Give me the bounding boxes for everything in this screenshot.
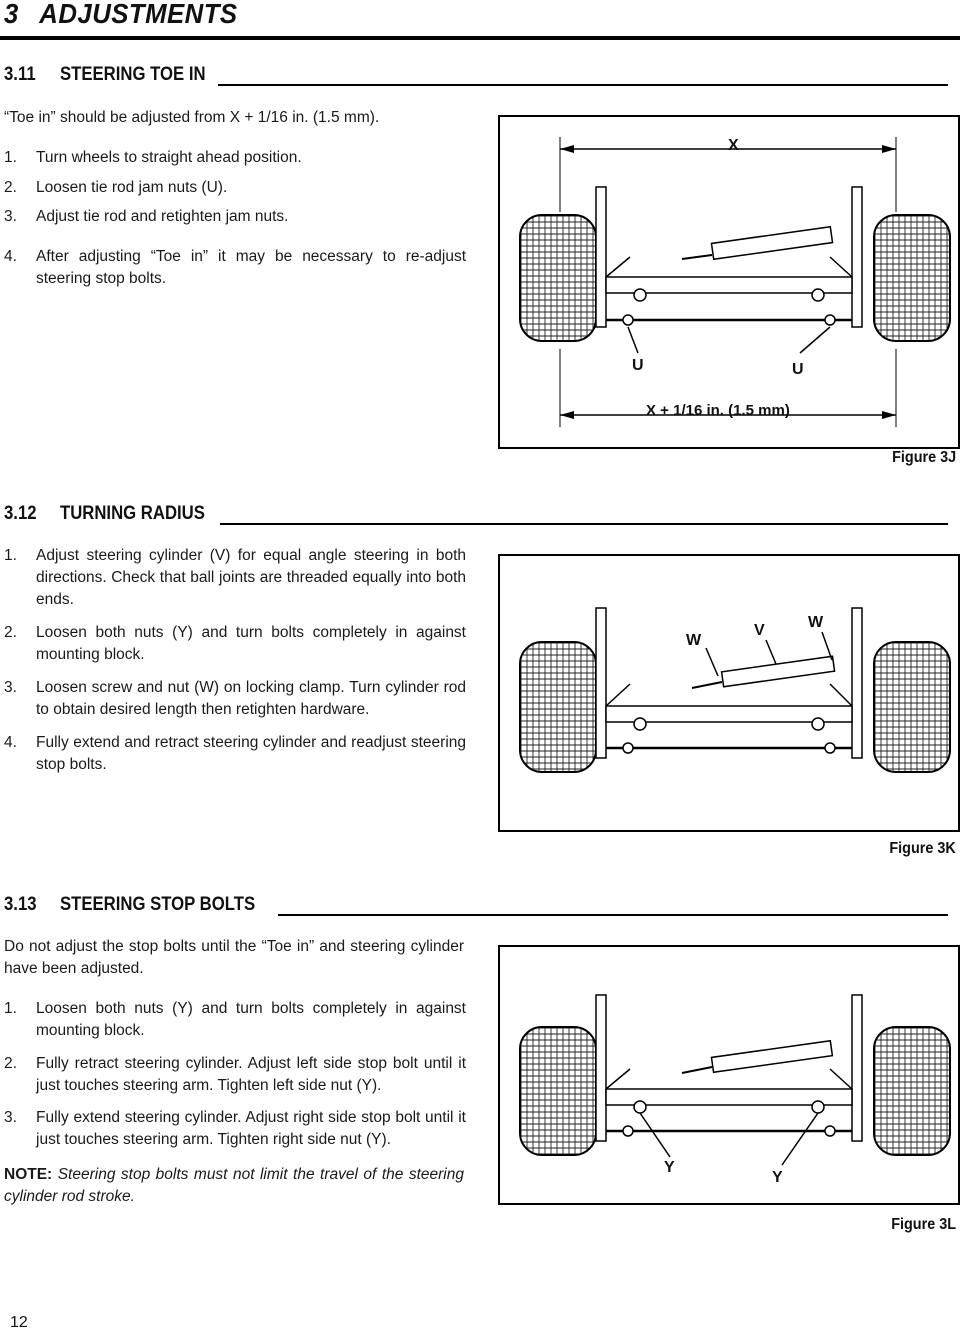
section-title: STEERING TOE IN [60, 64, 206, 85]
axle-diagram-stop-bolts [500, 947, 958, 1203]
note-text: Steering stop bolts must not limit the travel of the steering cylinder rod stroke. [4, 1166, 464, 1205]
step-text: Loosen tie rod jam nuts (U). [36, 179, 228, 196]
chapter-title [4, 0, 238, 30]
section-number: 3.12 [4, 503, 37, 524]
step-text: Turn wheels to straight ahead position. [36, 149, 302, 166]
label-w-right: W [808, 614, 824, 631]
section-rule [218, 84, 948, 86]
chapter-name: ADJUSTMENTS [39, 0, 238, 29]
section-title: STEERING STOP BOLTS [60, 894, 256, 915]
s313-note [4, 1164, 464, 1208]
step-number: 1. [4, 547, 17, 564]
step-number: 2. [4, 179, 17, 196]
figure-3j [498, 115, 960, 449]
section-number: 3.13 [4, 894, 37, 915]
step-text: After adjusting “Toe in” it may be necessary to re-adjust steering stop bolts. [36, 248, 466, 287]
step-number: 3. [4, 679, 17, 696]
chapter-rule [0, 36, 960, 40]
page-number: 12 [10, 1314, 28, 1331]
label-u-left: U [632, 357, 644, 374]
label-v: V [754, 622, 765, 639]
section-number: 3.11 [4, 64, 36, 85]
figure-3l [498, 945, 960, 1205]
section-3-11-heading [4, 64, 948, 86]
step-number: 1. [4, 149, 17, 166]
s311-intro: “Toe in” should be adjusted from X + 1/16 in. (1.5 mm). [4, 109, 380, 126]
step-number: 1. [4, 1000, 17, 1017]
step-text: Fully retract steering cylinder. Adjust left side stop bolt until it just touches steering arm. Tighten left side nut (Y). [36, 1055, 466, 1094]
step-number: 3. [4, 1109, 17, 1126]
axle-diagram-cylinder [500, 556, 958, 830]
chapter-number: 3 [4, 0, 19, 29]
step-text: Fully extend steering cylinder. Adjust right side stop bolt until it just touches steering arm. Tighten right side nut (Y). [36, 1109, 466, 1148]
step-text: Adjust tie rod and retighten jam nuts. [36, 208, 289, 225]
step-text: Loosen screw and nut (W) on locking clamp. Turn cylinder rod to obtain desired length then retighten hardware. [36, 679, 466, 718]
step-number: 4. [4, 248, 17, 265]
s313-intro: Do not adjust the stop bolts until the “Toe in” and steering cylinder have been adjusted. [4, 938, 464, 977]
step-text: Adjust steering cylinder (V) for equal angle steering in both directions. Check that ball joints are threaded equally into both ends. [36, 547, 466, 608]
label-y-right: Y [772, 1169, 783, 1186]
note-label: NOTE: [4, 1166, 53, 1183]
step-text: Fully extend and retract steering cylinder and readjust steering stop bolts. [36, 734, 466, 773]
step-number: 3. [4, 208, 17, 225]
figure-3k [498, 554, 960, 832]
step-text: Loosen both nuts (Y) and turn bolts completely in against mounting block. [36, 1000, 466, 1039]
step-text: Loosen both nuts (Y) and turn bolts completely in against mounting block. [36, 624, 466, 663]
label-w-left: W [686, 632, 702, 649]
step-number: 2. [4, 1055, 17, 1072]
figure-3k-caption: Figure 3K [889, 840, 956, 857]
step-number: 2. [4, 624, 17, 641]
label-u-right: U [792, 361, 804, 378]
section-3-12-heading [4, 503, 948, 525]
axle-diagram-toe-in [500, 117, 958, 447]
figure-3j-caption: Figure 3J [891, 449, 956, 466]
figure-3l-caption: Figure 3L [891, 1216, 956, 1233]
section-rule [220, 523, 948, 525]
step-number: 4. [4, 734, 17, 751]
section-3-13-heading [4, 894, 948, 916]
section-title: TURNING RADIUS [60, 503, 205, 524]
label-y-left: Y [664, 1159, 675, 1176]
section-rule [278, 914, 948, 916]
label-x-plus-toe: X + 1/16 in. (1.5 mm) [646, 402, 790, 419]
label-x: X [728, 137, 739, 154]
